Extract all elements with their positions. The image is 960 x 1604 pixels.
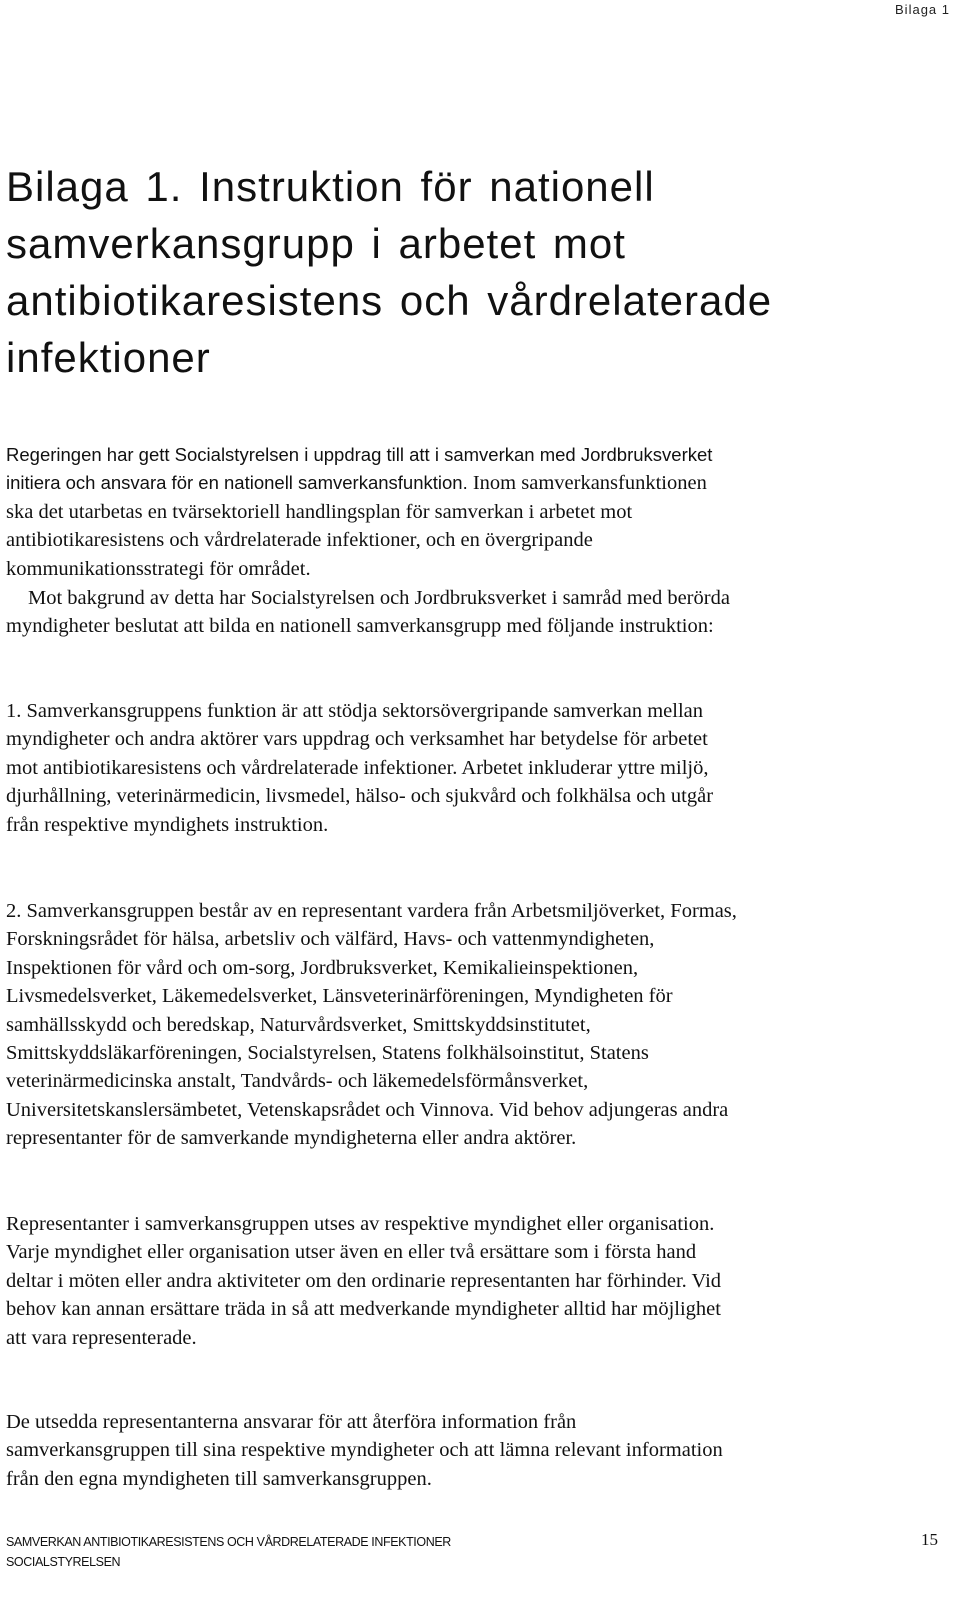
running-header: Bilaga 1 [895,2,950,17]
background-paragraph: Mot bakgrund av detta har Socialstyrelsen och Jordbruksverket i samråd med berörda myndigheter beslutat att bilda en nationell samverkansgrupp med följande instruktion: [6,587,730,638]
page-title: Bilaga 1. Instruktion för nationell samverkansgrupp i arbetet mot antibiotikaresistens och vårdrelaterade infektioner [6,163,773,381]
intro-paragraph [6,441,738,583]
responsibility-paragraph: De utsedda representanterna ansvarar för att återföra information från samverkansgruppen till sina respektive myndigheter och att lämna relevant information från den egna myndigheten till samverkansgruppen. [6,1411,723,1490]
instruction-point-1: 1. Samverkansgruppens funktion är att stödja sektorsövergripande samverkan mellan myndigheter och andra aktörer vars uppdrag och verksamhet har betydelse för arbetet mot antibiotikaresistens och vårdrelaterade infektioner. Arbetet inkluderar yttre miljö, djurhållning, veterinärmedicin, livsmedel, hälso- och sjukvård och folkhälsa och utgår från respektive myndighets instruktion. [6,700,714,836]
footer-publication [6,1532,451,1572]
intro-sans-text: Regeringen har gett Socialstyrelsen i uppdrag till att i samverkan med Jordbruksverket initiera och ansvara för en nationell samverkansfunktion. [6,444,713,494]
footer-title: SAMVERKAN ANTIBIOTIKARESISTENS OCH VÅRDRELATERADE INFEKTIONER [6,1535,451,1549]
footer-publisher: SOCIALSTYRELSEN [6,1555,121,1569]
representatives-paragraph: Representanter i samverkansgruppen utses av respektive myndighet eller organisation. Varje myndighet eller organisation utser även en eller två ersättare som i första hand deltar i möten eller andra aktiviteter om den ordinarie representanten har förhinder. Vid behov kan annan ersättare träda in så att medverkande myndigheter alltid har möjlighet att vara representerade. [6,1213,722,1349]
instruction-point-2: 2. Samverkansgruppen består av en representant vardera från Arbetsmiljöverket, Formas, Forskningsrådet för hälsa, arbetsliv och välfärd, Havs- och vattenmyndigheten, Inspektionen för vård och om-sorg, Jordbruksverket, Kemikalieinspektionen, Livsmedelsverket, Läkemedelsverket, Länsveterinärföreningen, Myndigheten för samhällsskydd och beredskap, Naturvårdsverket, Smittskyddsinstitutet, Smittskyddsläkarföreningen, Socialstyrelsen, Statens folkhälsoinstitut, Statens veterinärmedicinska anstalt, Tandvårds- och läkemedelsförmånsverket, Universitetskanslersämbetet, Vetenskapsrådet och Vinnova. Vid behov adjungeras andra representanter för de samverkande myndigheterna eller andra aktörer. [6,900,737,1150]
page-number: 15 [921,1530,938,1549]
intro-serif-text: Inom samverkansfunktionen ska det utarbetas en tvärsektoriell handlingsplan för samverkan i arbetet mot antibiotikaresistens och vårdrelaterade infektioner, och en övergripande kommunikationsstrategi för området. [6,472,707,580]
